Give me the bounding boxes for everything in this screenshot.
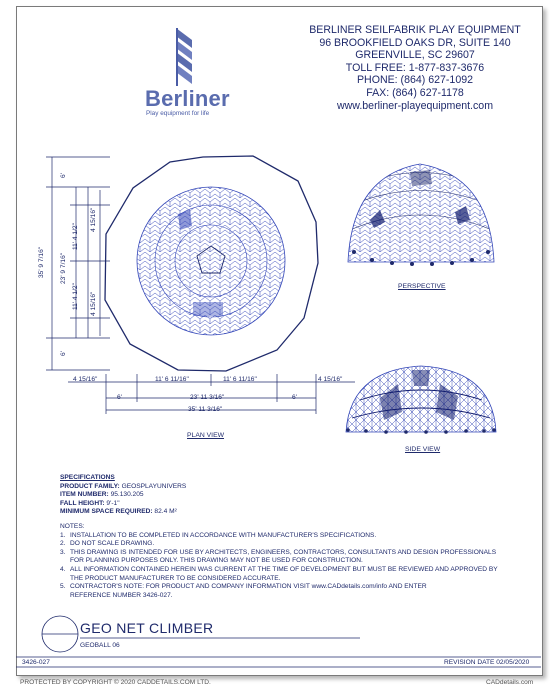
dim-left: 11' 6 11/16" <box>155 376 189 383</box>
company-fax: FAX: (864) 627-1178 <box>366 86 464 99</box>
item-number-label: ITEM NUMBER: <box>60 491 109 499</box>
dim-top-vertical: 6' <box>60 173 67 178</box>
min-space-label: MINIMUM SPACE REQUIRED: <box>60 508 153 516</box>
dim-lower-vertical: 11' 4 1/2" <box>72 283 79 310</box>
plan-view-caption: PLAN VIEW <box>187 432 225 439</box>
dim-inner-top-vertical: 4 15/16" <box>90 207 97 232</box>
note-line: CONTRACTOR'S NOTE: FOR PRODUCT AND COMPANY INFORMATION VISIT www.CADdetails.com/info AND ENTER <box>70 583 427 591</box>
note-line: THE PRODUCT MANUFACTURER TO BE CONSIDERED ACCURATE. <box>70 574 281 582</box>
product-title: GEO NET CLIMBER <box>80 620 214 636</box>
notes-heading: NOTES: <box>60 523 85 530</box>
dim-right-six: 6' <box>292 394 297 401</box>
dim-overall-vertical: 35' 9 7/16" <box>38 246 45 278</box>
dim-left-six: 6' <box>117 394 122 401</box>
dim-middle-vertical: 23' 9 7/16" <box>60 252 67 284</box>
dim-upper-vertical: 11' 4 1/2" <box>72 223 79 250</box>
reference-number: 3426-027 <box>22 659 50 666</box>
note-line: THIS DRAWING IS INTENDED FOR USE BY ARCHITECTS, ENGINEERS, CONTRACTORS, CONSULTANTS AND DESIGN PROFESSIONALS <box>70 548 497 556</box>
company-phone: PHONE: (864) 627-1092 <box>356 74 473 87</box>
dim-inner-bottom-vertical: 4 15/16" <box>90 291 97 316</box>
company-website[interactable]: www.berliner-playequipment.com <box>336 99 494 112</box>
note-line: INSTALLATION TO BE COMPLETED IN ACCORDANCE WITH MANUFACTURER'S SPECIFICATIONS. <box>70 531 377 539</box>
company-tollfree: TOLL FREE: 1-877-837-3676 <box>345 61 485 74</box>
perspective-caption: PERSPECTIVE <box>398 283 446 290</box>
fall-height-value: 9'-1" <box>106 499 120 507</box>
note-number: 4. <box>60 565 66 573</box>
dim-bottom-vertical: 6' <box>60 351 67 356</box>
product-subtitle: GEOBALL 06 <box>80 642 120 649</box>
min-space-value: 82.4 M² <box>154 508 177 516</box>
note-line: FOR PLANNING PURPOSES ONLY. THIS DRAWING MAY NOT BE USED FOR CONSTRUCTION. <box>70 557 363 565</box>
company-name: BERLINER SEILFABRIK PLAY EQUIPMENT <box>309 24 521 36</box>
dim-overall-horizontal: 35' 11 3/16" <box>188 406 223 413</box>
note-number: 2. <box>60 540 66 548</box>
dim-right-small: 4 15/16" <box>318 376 343 383</box>
note-number: 5. <box>60 583 66 591</box>
company-city: GREENVILLE, SC 29607 <box>355 49 475 62</box>
note-number: 1. <box>60 531 66 539</box>
product-family-value: GEOSPLAYUNIVERS <box>121 482 187 490</box>
caddetails-link[interactable]: CADdetails.com <box>486 679 534 686</box>
dim-left-small: 4 15/16" <box>73 376 98 383</box>
item-number-value: 95.130.205 <box>110 491 144 499</box>
revision-date: REVISION DATE 02/05/2020 <box>444 659 530 666</box>
specs-heading: SPECIFICATIONS <box>60 474 115 481</box>
note-line: DO NOT SCALE DRAWING. <box>70 540 155 548</box>
logo-wordmark: Berliner <box>145 86 230 111</box>
dim-middle: 23' 11 3/16" <box>190 394 225 401</box>
fall-height-label: FALL HEIGHT: <box>60 499 105 507</box>
dim-right: 11' 6 11/16" <box>223 376 257 383</box>
logo-tagline: Play equipment for life <box>146 110 210 117</box>
product-family-label: PRODUCT FAMILY: <box>60 482 120 490</box>
copyright-notice: PROTECTED BY COPYRIGHT © 2020 CADDETAILS.COM LTD. <box>20 679 211 686</box>
note-number: 3. <box>60 548 66 556</box>
side-view-caption: SIDE VIEW <box>405 446 441 453</box>
note-line: REFERENCE NUMBER 3426-027. <box>70 591 173 599</box>
note-line: ALL INFORMATION CONTAINED HEREIN WAS CURRENT AT THE TIME OF DEVELOPMENT BUT MUST BE REVIEWED AND APPROVED BY <box>70 565 498 573</box>
company-address: 96 BROOKFIELD OAKS DR, SUITE 140 <box>319 36 511 49</box>
